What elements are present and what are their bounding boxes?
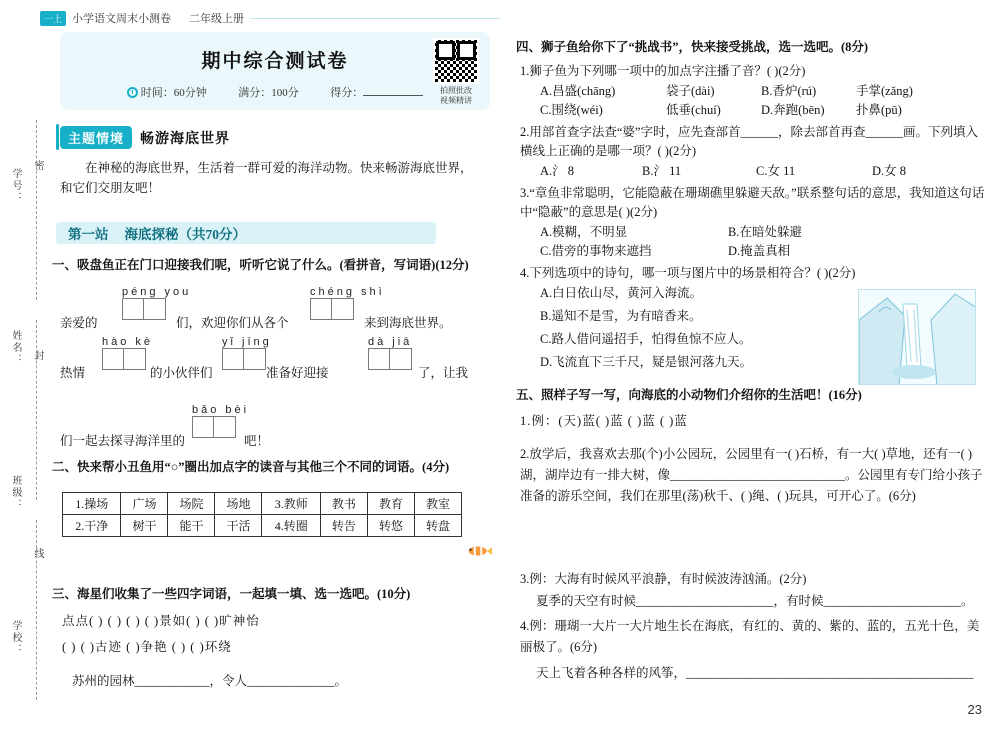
header-title: 小学语文周末小测卷 [72,13,172,25]
question-1-title: 一、吸盘鱼正在门口迎接我们呢，听听它说了什么。(看拼音，写词语)(12分) [52,258,469,272]
q4-item-4-optD[interactable]: D.飞流直下三千尺，疑是银河落九天。 [540,355,753,369]
question-3-title: 三、海星们收集了一些四字词语，一起填一填、选一选吧。(10分) [52,587,411,601]
waterfall-illustration [858,289,976,385]
question-5-title: 五、照样子写一写，向海底的小动物们介绍你的生活吧！(16分) [516,388,862,402]
clock-icon [127,87,138,98]
q4-item-3-optD[interactable]: D.掩盖真相 [728,244,791,258]
page-header [40,10,500,26]
q4-item-1-optA2[interactable]: 袋子(dài) [666,84,715,98]
q4-item-1-optC[interactable]: C.围绕(wéi) [540,103,603,117]
margin-dashed-line-top [36,120,37,300]
question-4-title: 四、狮子鱼给你下了“挑战书”，快来接受挑战，选一选吧。(8分) [516,40,869,54]
clownfish-icon [466,544,492,558]
pinyin-text: chéng shì [310,286,385,298]
q4-item-2-stem: 2.用部首查字法查“婆”字时，应先查部首______，除去部首再查______画。下列填入横线上正确的是哪一项？( )(2分) [520,125,978,158]
header-badge: 一上 [40,11,66,26]
q2-cell[interactable]: 场院 [168,493,215,515]
q4-item-3-optA[interactable]: A.模糊，不明显 [540,225,628,239]
q2-cell[interactable]: 教育 [367,493,414,515]
score-label: 得分： [330,87,364,99]
pinyin-text: bǎo bèi [192,404,250,416]
tianzige-cell[interactable] [144,298,166,320]
header-grade: 二年级上册 [189,13,245,25]
q2-cell[interactable]: 树干 [121,515,168,537]
q4-item-4-optC[interactable]: C.路人借问遥招手，怕得鱼惊不应人。 [540,332,752,346]
q2-cell[interactable]: 4.转圈 [262,515,320,537]
q1-line1-end: 来到海底世界。 [364,316,452,330]
q2-cell[interactable]: 教书 [320,493,367,515]
q3-last-line[interactable]: 苏州的园林____________，令人______________。 [72,674,348,688]
table-row [63,515,462,537]
margin-dashed-line-bottom [36,520,37,700]
q1-line3-end: 吧！ [244,434,270,448]
tianzige-group[interactable] [102,348,153,370]
left-margin-strip [0,0,46,731]
q3-item-1[interactable]: 点点( ) ( ) ( ) ( )景如( ) ( )旷神怡 [62,614,260,628]
margin-mark-xian: 线 [32,548,43,560]
q4-item-3-stem: 3.“章鱼非常聪明，它能隐蔽在珊瑚礁里躲避天敌。”联系整句话的意思，我知道这句话中“隐蔽”的意思是( )(2分) [520,186,985,219]
q2-cell[interactable]: 转盘 [414,515,461,537]
margin-label-name: 姓名： [10,330,21,366]
tianzige-cell[interactable] [368,348,390,370]
q1-line1-mid: 们，欢迎你们从各个 [176,316,289,330]
theme-tag: 主题情境 [60,126,132,149]
tianzige-cell[interactable] [390,348,412,370]
q1-line2-mid: 的小伙伴们 [150,366,213,380]
qr-block[interactable] [424,38,488,106]
qr-code-icon[interactable] [433,38,479,84]
q4-item-3-optB[interactable]: B.在暗处躲避 [728,225,802,239]
theme-accent-bar [56,124,59,150]
q2-cell[interactable]: 1.操场 [63,493,121,515]
tianzige-cell[interactable] [244,348,266,370]
q4-item-1-optC2[interactable]: 低垂(chuí) [666,103,721,117]
margin-label-number: 学号： [10,168,21,204]
q4-item-1-optD[interactable]: D.奔跑(bēn) [761,103,825,117]
q4-item-4-optA[interactable]: A.白日依山尽，黄河入海流。 [540,286,703,300]
q1-pinyin-baobei [192,404,249,438]
tianzige-cell[interactable] [310,298,332,320]
q2-cell[interactable]: 能干 [168,515,215,537]
total-label: 满分：100分 [238,87,299,99]
pinyin-text: dà jiā [368,336,413,348]
q1-pinyin-yijing [222,336,272,370]
q2-cell[interactable]: 广场 [121,493,168,515]
margin-mark-feng: 封 [32,350,43,362]
q4-item-1-optA[interactable]: A.昌盛(chāng) [540,84,616,98]
question-2-title: 二、快来帮小丑鱼用“○”圈出加点字的读音与其他三个不同的词语。(4分) [52,460,450,474]
q4-item-1-optB[interactable]: B.香炉(rú) [761,84,817,98]
q1-line2-mid2: 准备好迎接 [266,366,329,380]
q1-line1-pre: 亲爱的 [60,316,98,330]
q2-cell[interactable]: 场地 [215,493,262,515]
q2-cell[interactable]: 干活 [215,515,262,537]
margin-mark-mi: 密 [32,160,43,172]
tianzige-group[interactable] [222,348,272,370]
q2-cell[interactable]: 2.干净 [63,515,121,537]
score-blank [363,95,423,96]
theme-banner [60,126,492,150]
tianzige-cell[interactable] [222,348,244,370]
page-title: 期中综合测试卷 [201,51,349,72]
pinyin-text: yǐ jīng [222,336,272,348]
intro-paragraph: 在神秘的海底世界，生活着一群可爱的海洋动物。快来畅游海底世界，和它们交朋友吧！ [60,161,473,195]
station-header [56,222,436,244]
q5-item-3: 3.例：大海有时候风平浪静，有时候波涛汹涌。(2分) [520,572,807,586]
q4-item-2-optA[interactable]: A.氵 8 [540,164,575,178]
tianzige-group[interactable] [192,416,249,438]
tianzige-group[interactable] [368,348,412,370]
station-subject: 海底探秘（共70分） [124,227,246,242]
margin-dashed-line-mid [36,320,37,500]
margin-label-school: 学校： [10,620,21,656]
q4-item-3-optC[interactable]: C.借旁的事物来遮挡 [540,244,652,258]
page-number: 23 [967,702,982,717]
tianzige-cell[interactable] [214,416,236,438]
time-label: 时间：60分钟 [140,87,207,99]
theme-text: 畅游海底世界 [140,132,231,147]
q1-pinyin-dajia [368,336,412,370]
q5-item-2[interactable]: 2.放学后，我喜欢去那(个)小公园玩，公园里有一( )石桥，有一大( )草地，还有一( )湖，湖岸边有一排大树，像____________________________。公园里有专门给小孩子准备的游乐空间，我们在那里(荡)秋千、( )绳、( )玩具，可开心了。(6分) [520,447,983,503]
q4-item-4-optB[interactable]: B.遥知不是雪，为有暗香来。 [540,309,702,323]
tianzige-cell[interactable] [102,348,124,370]
q1-line2-pre: 热情 [60,366,86,380]
q4-item-4-stem: 4.下列选项中的诗句，哪一项与图片中的场景相符合？( )(2分) [520,266,856,280]
q1-pinyin-haoke [102,336,153,370]
q1-line3-pre: 们一起去探寻海洋里的 [60,434,186,448]
qr-caption-line2: 视频精讲 [440,96,472,105]
q2-word-table [62,492,462,537]
q4-item-1-optD2[interactable]: 扑鼻(pū) [856,103,902,117]
q5-item-4: 4.例：珊瑚一大片一大片地生长在海底，有红的、黄的、紫的、蓝的，五光十色，美丽极了。(6分) [520,619,980,654]
pinyin-text: péng you [122,286,192,298]
q2-cell[interactable]: 转悠 [367,515,414,537]
q5-item-4-answer[interactable]: 天上飞着各种各样的风筝，______________________________________________ [536,666,974,680]
tianzige-cell[interactable] [122,298,144,320]
tianzige-cell[interactable] [124,348,146,370]
q5-item-3-answer[interactable]: 夏季的天空有时候______________________，有时候______________________。 [536,594,974,608]
right-column [516,0,986,731]
tianzige-cell[interactable] [192,416,214,438]
q4-item-2-optD[interactable]: D.女 8 [872,164,907,178]
margin-label-class: 班级： [10,475,21,511]
table-row [63,493,462,515]
q2-cell[interactable]: 3.教师 [262,493,320,515]
header-rule [250,18,500,19]
q2-cell[interactable]: 教室 [414,493,461,515]
q4-item-2-optC[interactable]: C.女 11 [756,164,796,178]
q4-item-2-optB[interactable]: B.氵 11 [642,164,682,178]
q4-item-1-stem: 1.狮子鱼为下列哪一项中的加点字注播了音？( )(2分) [520,64,806,78]
q4-item-1-optB2[interactable]: 手掌(zǎng) [856,84,913,98]
q2-cell[interactable]: 转告 [320,515,367,537]
station-name: 第一站 [68,227,109,242]
pinyin-text: hào kè [102,336,154,348]
q1-line2-end: 了，让我 [418,366,469,380]
qr-caption-line1: 拍照批改 [440,86,472,95]
q3-item-2[interactable]: ( ) ( )古迹 ( )争艳 ( ) ( )环绕 [62,640,232,654]
tianzige-cell[interactable] [332,298,354,320]
q5-item-1[interactable]: 1.例：(天)蓝( )蓝 ( )蓝 ( )蓝 [520,414,688,428]
